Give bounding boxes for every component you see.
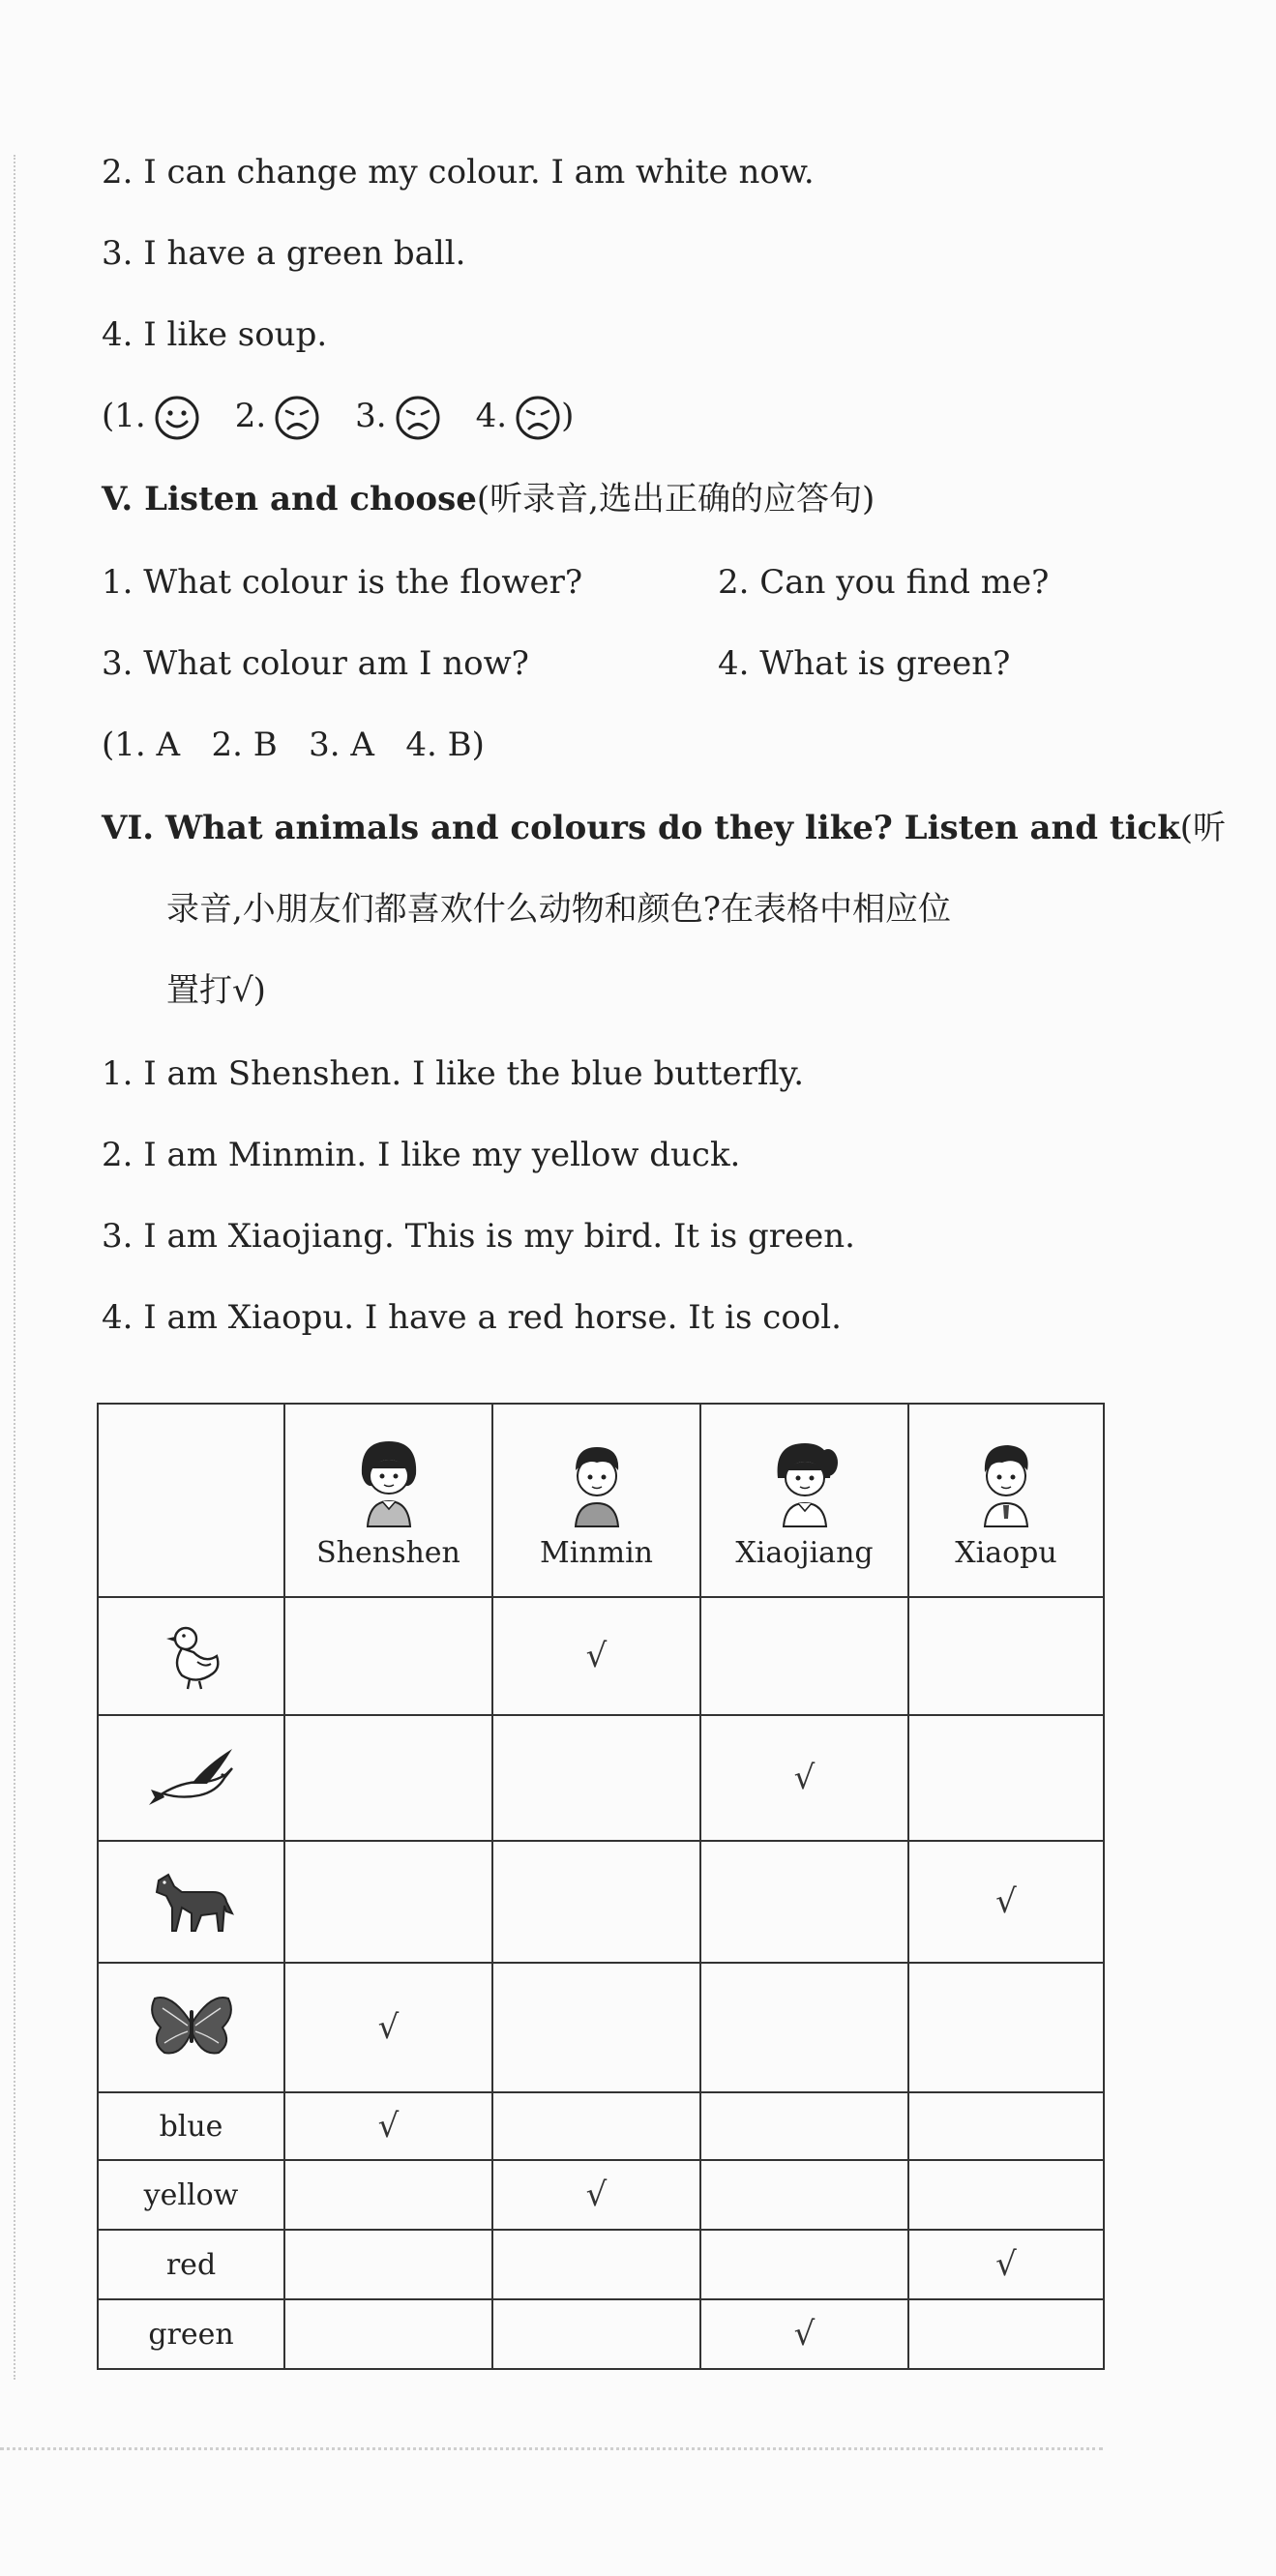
tick-cell [700, 1597, 908, 1715]
sentence-line: 3. I have a green ball. [102, 234, 466, 273]
faces-answer-line [102, 395, 574, 441]
answer-num: 4. [475, 397, 508, 435]
tick-cell [700, 1715, 908, 1841]
sentence-line: 2. I am Minmin. I like my yellow duck. [102, 1136, 741, 1174]
answer-num: 3. [355, 397, 387, 435]
girl-avatar-icon [350, 1434, 428, 1530]
tick-cell [700, 2299, 908, 2369]
tick-cell [908, 2299, 1104, 2369]
sentence-line: 2. I can change my colour. I am white now. [102, 153, 815, 192]
answer-num: 2. [234, 397, 267, 435]
heading-cn-cont: 置打√) [166, 971, 266, 1010]
table-row [98, 1963, 1104, 2092]
kid-header-cell [284, 1404, 492, 1597]
tick-cell [700, 1841, 908, 1963]
animal-cell [98, 1841, 284, 1963]
heading-cn: (听 [1179, 809, 1227, 847]
butterfly-icon [143, 1989, 240, 2066]
tick-cell [492, 1963, 700, 2092]
tick-cell [284, 2160, 492, 2230]
boy-avatar-icon [558, 1434, 636, 1530]
tick-cell [908, 2160, 1104, 2230]
tick-cell [908, 1841, 1104, 1963]
colour-label: green [98, 2299, 284, 2369]
heading-en: V. Listen and choose [102, 480, 477, 518]
sentence-line: 4. I like soup. [102, 315, 328, 354]
kid-name: Xiaopu [955, 1535, 1057, 1570]
animal-cell [98, 1597, 284, 1715]
question: 1. What colour is the flower? [102, 563, 583, 602]
smile-icon [154, 395, 200, 441]
kid-name: Minmin [540, 1535, 653, 1570]
bottom-dotted-rule [0, 2447, 1103, 2450]
tick-mark: √ [585, 2176, 608, 2214]
tick-cell [908, 1715, 1104, 1841]
colour-label: blue [98, 2092, 284, 2160]
heading-cn: (听录音,选出正确的应答句) [476, 480, 875, 518]
table-row [98, 1597, 1104, 1715]
sentence-line: 4. I am Xiaopu. I have a red horse. It is cool. [102, 1298, 842, 1337]
tick-cell [908, 1963, 1104, 2092]
tick-mark: √ [793, 1759, 816, 1797]
duck-icon [143, 1617, 240, 1695]
table-row [98, 2299, 1104, 2369]
colour-label: red [98, 2230, 284, 2299]
tick-cell [284, 1841, 492, 1963]
question: 2. Can you find me? [718, 563, 1050, 602]
boy-tie-avatar-icon [967, 1434, 1045, 1530]
answer-key: (1. A 2. B 3. A 4. B) [102, 725, 485, 764]
horse-icon [143, 1863, 240, 1940]
section-heading [102, 807, 1226, 849]
tick-cell [908, 1597, 1104, 1715]
animal-cell [98, 1715, 284, 1841]
tick-cell [284, 1963, 492, 2092]
tick-cell [284, 2299, 492, 2369]
colour-label: yellow [98, 2160, 284, 2230]
sentence-line: 3. I am Xiaojiang. This is my bird. It is green. [102, 1217, 855, 1256]
tick-mark: √ [995, 2245, 1017, 2284]
tick-cell [908, 2092, 1104, 2160]
question: 3. What colour am I now? [102, 644, 529, 683]
tick-mark: √ [377, 2107, 400, 2146]
tick-mark: √ [995, 1882, 1017, 1921]
tick-cell [284, 2230, 492, 2299]
table-row [98, 2092, 1104, 2160]
tick-cell [284, 2092, 492, 2160]
question: 4. What is green? [718, 644, 1011, 683]
table-corner-cell [98, 1404, 284, 1597]
tick-cell [284, 1597, 492, 1715]
question-line [102, 642, 529, 685]
tick-mark: √ [793, 2315, 816, 2354]
table-row [98, 1841, 1104, 1963]
tick-cell [700, 2092, 908, 2160]
tick-cell [492, 2160, 700, 2230]
table-row [98, 2160, 1104, 2230]
kid-header-cell [700, 1404, 908, 1597]
kid-header-cell [492, 1404, 700, 1597]
tick-cell [492, 1715, 700, 1841]
tick-cell [492, 2299, 700, 2369]
tick-cell [492, 2092, 700, 2160]
table-row [98, 1715, 1104, 1841]
heading-cn-cont: 录音,小朋友们都喜欢什么动物和颜色?在表格中相应位 [166, 890, 952, 929]
tick-mark: √ [585, 1637, 608, 1675]
kid-header-cell [908, 1404, 1104, 1597]
table-row [98, 2230, 1104, 2299]
margin-dotted-line [14, 155, 15, 2380]
frown-icon [274, 395, 320, 441]
section-heading [102, 478, 875, 520]
tick-cell [700, 1963, 908, 2092]
bird-icon [143, 1739, 240, 1817]
kid-name: Shenshen [316, 1535, 460, 1570]
tick-cell [492, 1841, 700, 1963]
heading-en: VI. What animals and colours do they like? Listen and tick [102, 809, 1180, 847]
frown-icon [395, 395, 441, 441]
girl-ponytail-avatar-icon [766, 1434, 844, 1530]
kid-name: Xiaojiang [735, 1535, 874, 1570]
tick-cell [700, 2230, 908, 2299]
tick-cell [492, 1597, 700, 1715]
tick-cell [908, 2230, 1104, 2299]
tick-mark: √ [377, 2008, 400, 2047]
tick-cell [700, 2160, 908, 2230]
tick-cell [284, 1715, 492, 1841]
table-header-row [98, 1404, 1104, 1597]
animal-cell [98, 1963, 284, 2092]
question-line [102, 561, 582, 604]
sentence-line: 1. I am Shenshen. I like the blue butterfly. [102, 1054, 805, 1093]
answer-table [97, 1403, 1105, 2370]
tick-cell [492, 2230, 700, 2299]
answer-open: (1. [102, 397, 146, 435]
answer-close: ) [561, 397, 575, 435]
frown-icon [515, 395, 561, 441]
